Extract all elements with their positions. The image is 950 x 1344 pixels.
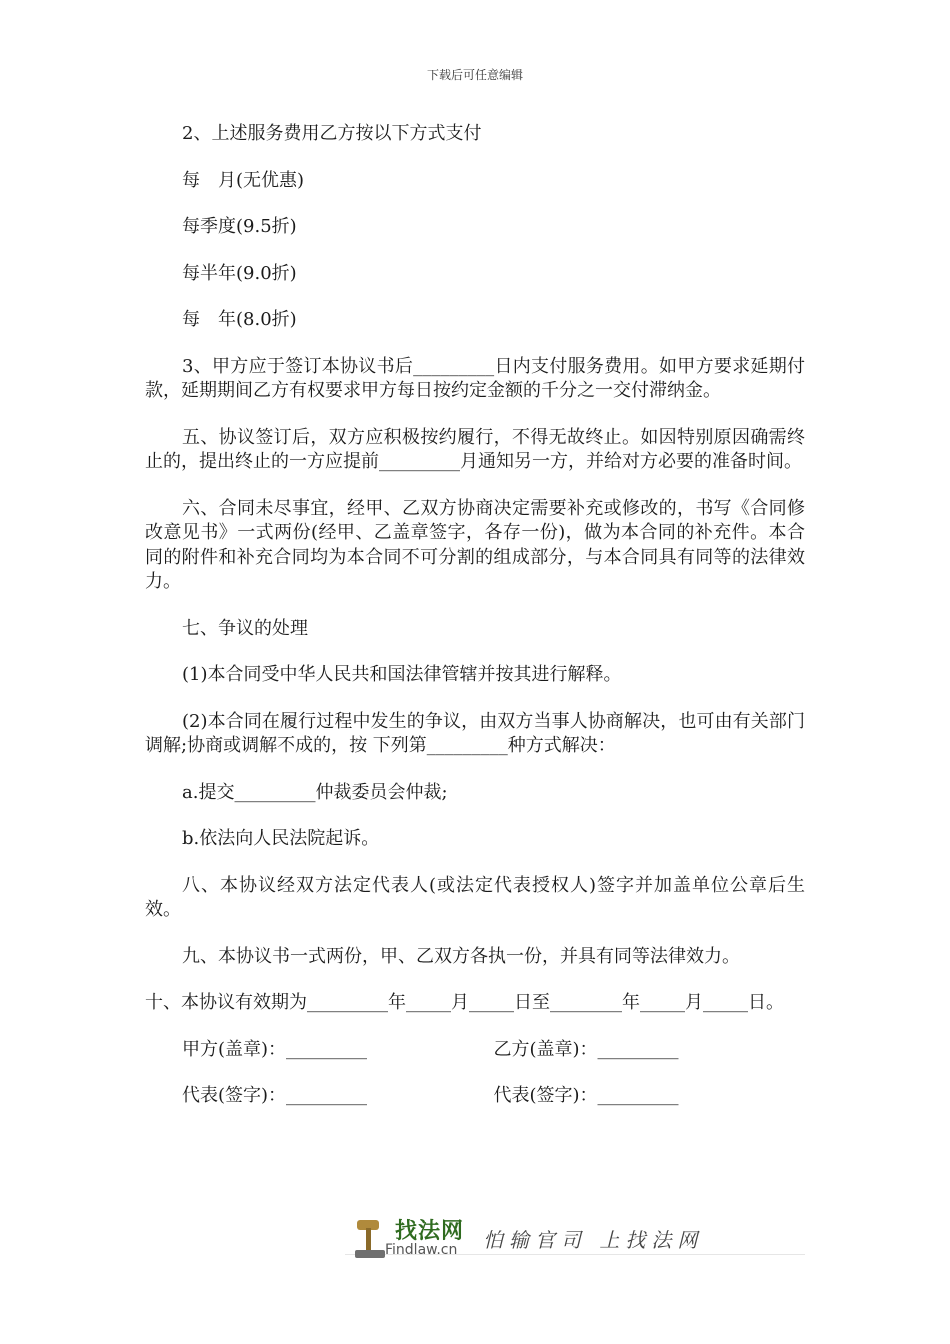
paragraph-monthly: 每 月(无优惠)	[182, 169, 305, 191]
paragraph-litigation: b.依法向人民法院起诉。	[182, 828, 380, 849]
logo-text-cn: 找法网	[395, 1219, 465, 1244]
paragraph-payment-method: 2、上述服务费用乙方按以下方式支付	[182, 123, 482, 144]
footer-logo-banner	[345, 1212, 805, 1272]
paragraph-yearly: 每 年(8.0折)	[182, 309, 297, 330]
gavel-icon	[353, 1216, 389, 1262]
paragraph-validity-period: 十、本协议有效期为_________年_____月_____日至________年_____月_____日。	[145, 992, 784, 1013]
paragraph-dispute-resolution: (2)本合同在履行过程中发生的争议，由双方当事人协商解决，也可由有关部门调解;协商或调解不成的，按 下列第_________种方式解决：	[145, 710, 805, 756]
paragraph-effectiveness: 八、本协议经双方法定代表人(或法定代表授权人)签字并加盖单位公章后生效。	[145, 874, 805, 920]
signature-row-representative	[182, 1084, 805, 1109]
paragraph-payment-deadline: 3、甲方应于签订本协议书后_________日内支付服务费用。如甲方要求延期付款，延期期间乙方有权要求甲方每日按约定金额的千分之一交付滞纳金。	[145, 355, 805, 401]
paragraph-governing-law: (1)本合同受中华人民共和国法律管辖并按其进行解释。	[182, 664, 622, 685]
header-note: 下载后可任意编辑	[426, 68, 523, 82]
paragraph-supplements: 六、合同未尽事宜，经甲、乙双方协商决定需要补充或修改的，书写《合同修改意见书》一式两份(经甲、乙盖章签字，各存一份)，做为本合同的补充件。本合同的附件和补充合同均为本合同不可分割的组成部分，与本合同具有同等的法律效力。	[145, 497, 805, 592]
paragraph-termination: 五、协议签订后，双方应积极按约履行，不得无故终止。如因特别原因确需终止的，提出终止的一方应提前_________月通知另一方，并给对方必要的准备时间。	[145, 426, 805, 472]
paragraph-half-year: 每半年(9.0折)	[182, 262, 297, 284]
footer-slogan: 怕输官司 上找法网	[483, 1228, 704, 1252]
document-body	[145, 122, 805, 1131]
logo-text-en: Findlaw.cn	[385, 1242, 458, 1258]
signature-row-seal	[182, 1038, 805, 1063]
party-b-seal: 乙方(盖章)：_________	[493, 1038, 679, 1060]
paragraph-arbitration: a.提交_________仲裁委员会仲裁;	[182, 781, 448, 803]
party-a-seal: 甲方(盖章)：_________	[182, 1038, 368, 1060]
paragraph-dispute-heading: 七、争议的处理	[182, 617, 308, 639]
party-b-representative: 代表(签字)：_________	[493, 1085, 679, 1106]
paragraph-copies: 九、本协议书一式两份，甲、乙双方各执一份，并具有同等法律效力。	[182, 945, 740, 967]
party-a-representative: 代表(签字)：_________	[182, 1085, 368, 1106]
paragraph-quarterly: 每季度(9.5折)	[182, 216, 297, 237]
